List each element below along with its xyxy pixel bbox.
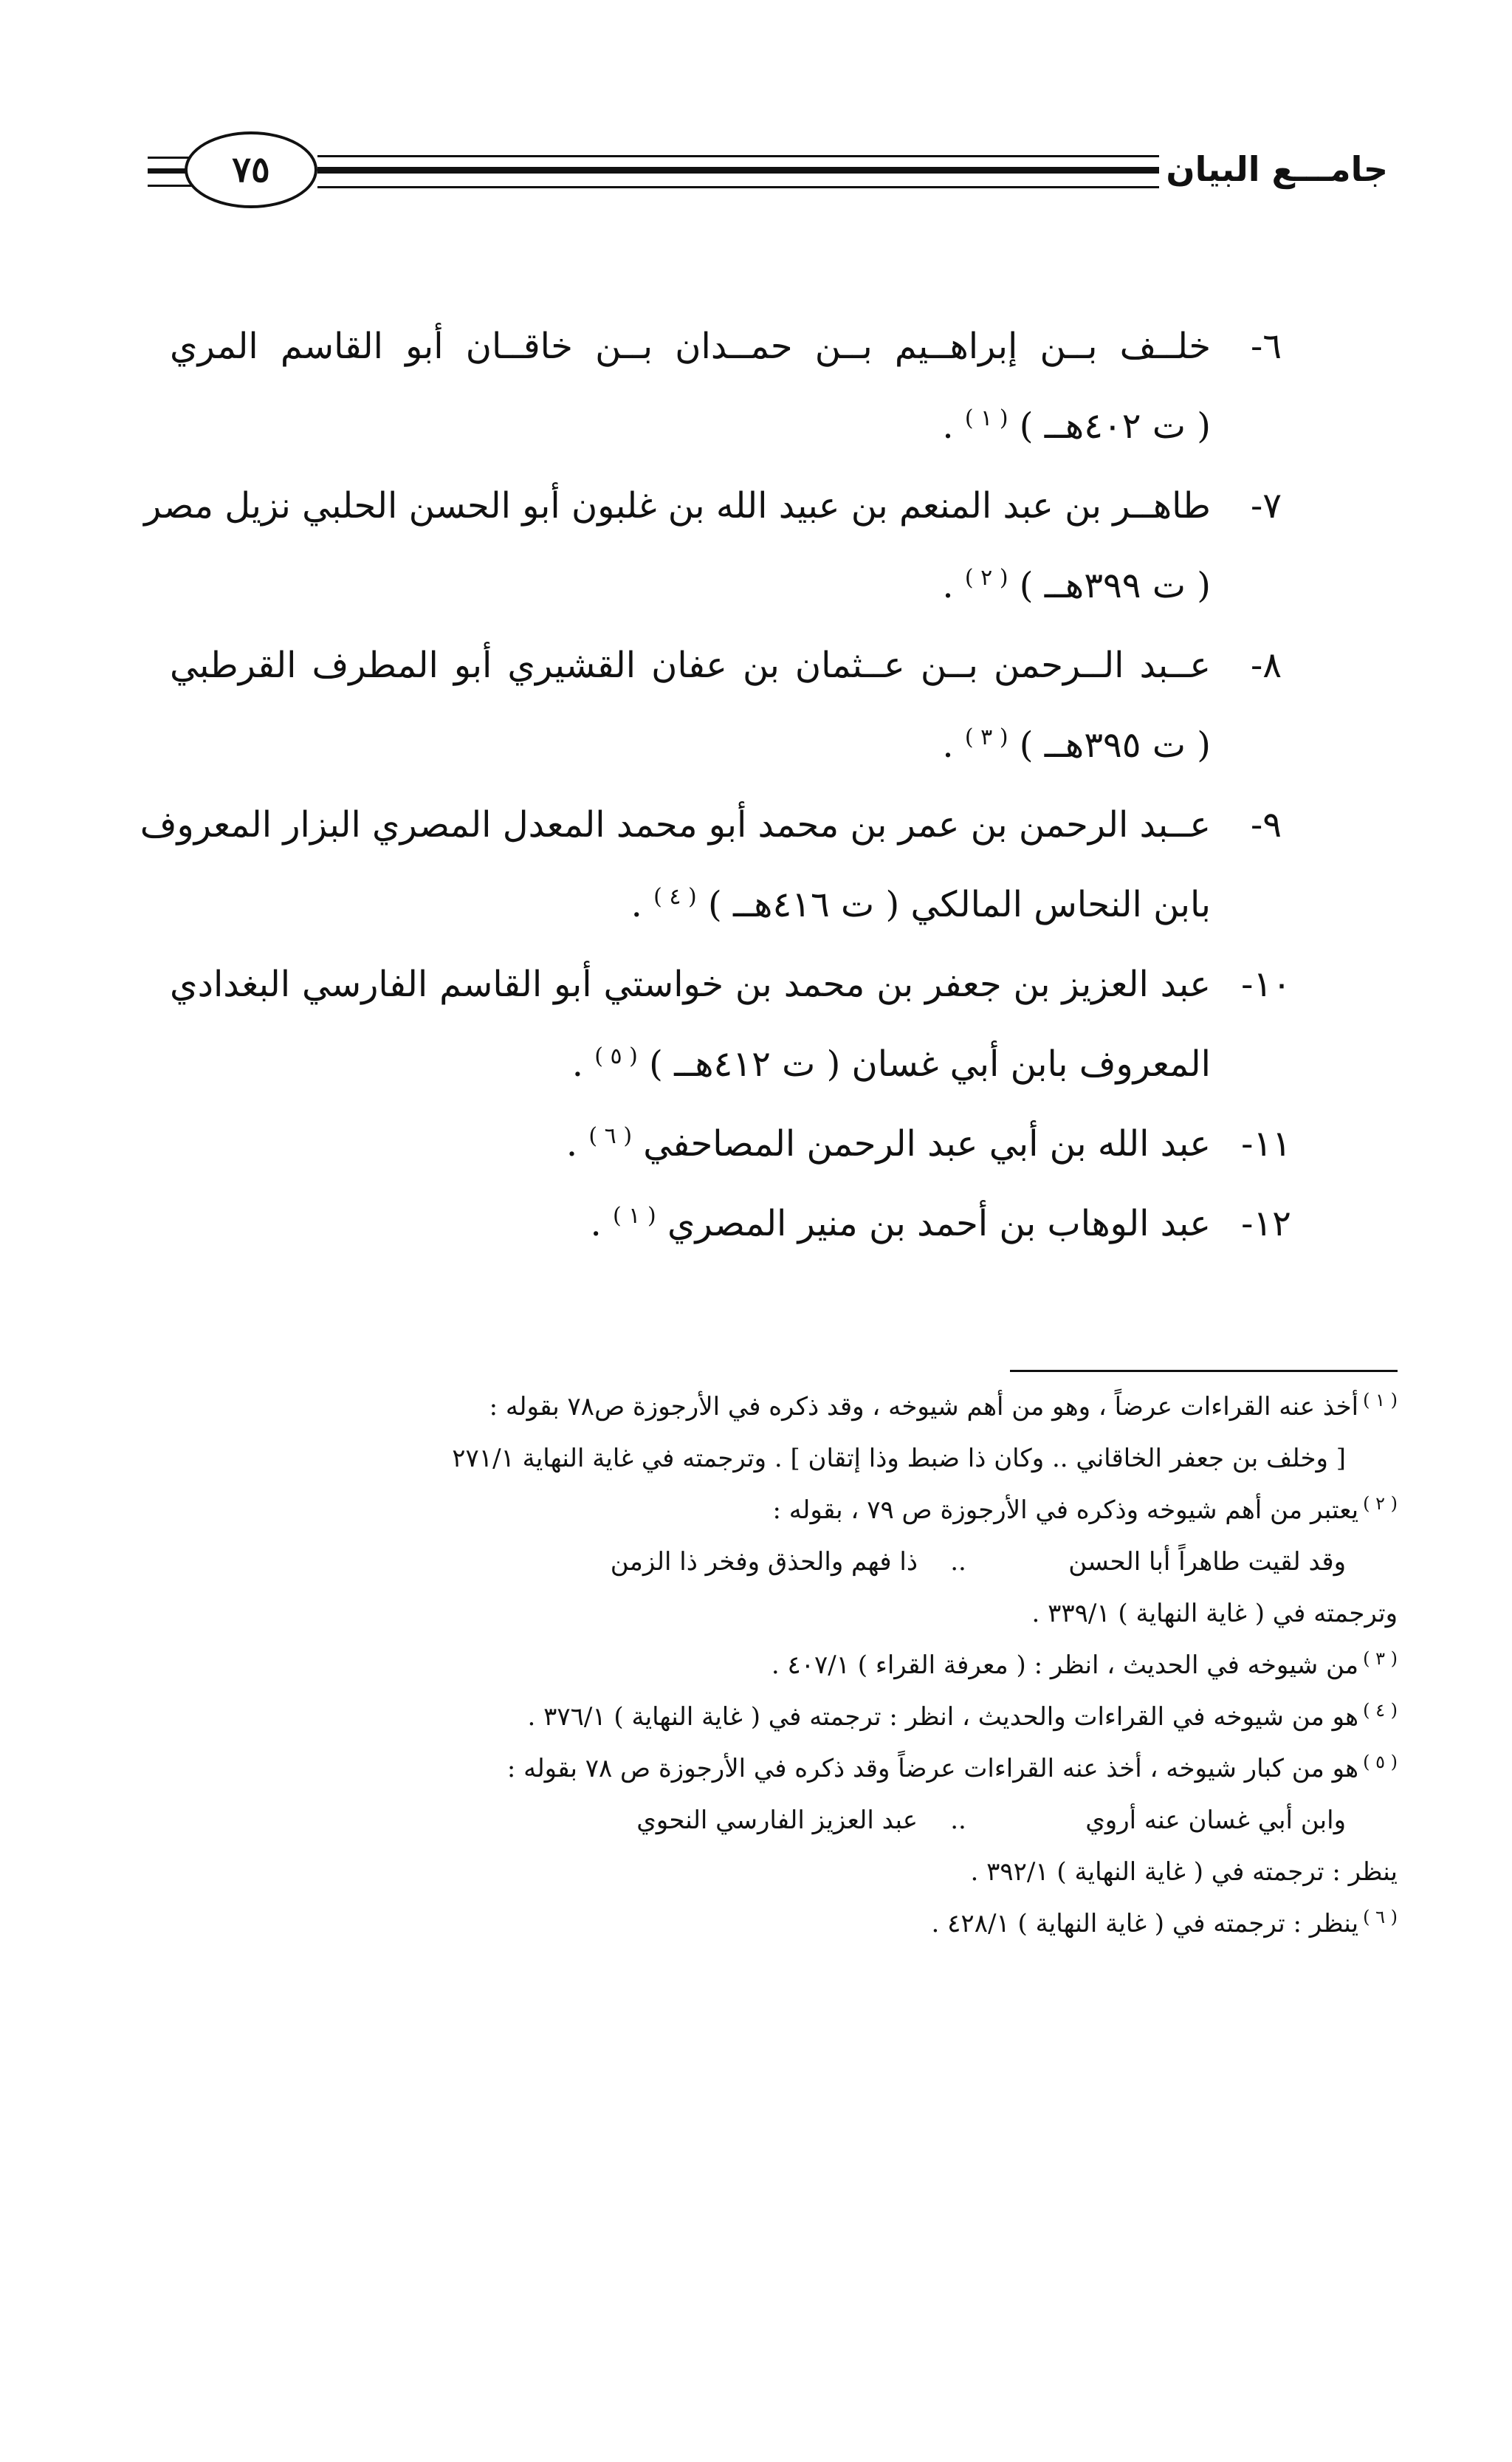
page-number-badge bbox=[185, 131, 317, 208]
header-rule bbox=[148, 185, 192, 187]
list-item bbox=[170, 625, 1282, 785]
item-text-cont: المعروف بابن أبي غسان ( ت ٤١٢هــ ) $^{( ٥ )}$ . bbox=[571, 1043, 1211, 1085]
footnote-text: هو من كبار شيوخه ، أخذ عنه القراءات عرضاً وقد ذكره في الأرجوزة ص ٧٨ بقوله : bbox=[506, 1754, 1359, 1783]
item-number: ٧- bbox=[1251, 485, 1282, 527]
footnote-text: يعتبر من أهم شيوخه وذكره في الأرجوزة ص ٧٩ ، بقوله : bbox=[772, 1495, 1359, 1525]
footnote-4 bbox=[128, 1691, 1398, 1743]
footnote-separator bbox=[1010, 1370, 1398, 1372]
page-header bbox=[148, 118, 1388, 222]
item-text-cont: ( ت ٤٠٢هــ ) $^{( ١ )}$ . bbox=[942, 405, 1211, 447]
footnote-text: ينظر : ترجمته في ( غاية النهاية ) ٤٢٨/١ . bbox=[931, 1909, 1359, 1938]
footnote-3 bbox=[128, 1639, 1398, 1691]
header-rule bbox=[317, 186, 1159, 188]
header-rule bbox=[148, 157, 192, 159]
footnote-mark: ( ٤ ) bbox=[1363, 1699, 1398, 1721]
list-item bbox=[144, 466, 1282, 625]
footnote-5-cont: ينظر : ترجمته في ( غاية النهاية ) ٣٩٢/١ . bbox=[970, 1857, 1398, 1887]
item-text-cont: ( ت ٣٩٥هــ ) $^{( ٣ )}$ . bbox=[942, 724, 1211, 766]
footnote-2 bbox=[128, 1484, 1398, 1536]
item-number: ١٢- bbox=[1241, 1203, 1291, 1244]
item-text-main: عبد الوهاب بن أحمد بن منير المصري bbox=[667, 1203, 1211, 1244]
footnote-ref: ( ١ ) bbox=[613, 1203, 656, 1229]
item-date: ( ت ٤٠٢هــ ) bbox=[1019, 405, 1211, 447]
verse-separator: .. bbox=[950, 1806, 966, 1835]
footnote-ref: ( ٤ ) bbox=[653, 884, 697, 910]
verse-hemistich: وقد لقيت طاهراً أبا الحسن bbox=[1068, 1547, 1346, 1577]
footnote-5-verse bbox=[128, 1794, 1398, 1846]
footnote-ref: ( ٣ ) bbox=[964, 724, 1008, 750]
footnote-mark: ( ٦ ) bbox=[1363, 1906, 1398, 1927]
item-text-cont: ( ت ٣٩٩هــ ) $^{( ٢ )}$ . bbox=[942, 565, 1211, 606]
item-text-tail: بابن النحاس المالكي ( ت ٤١٦هــ ) bbox=[708, 884, 1211, 925]
item-text-tail: المعروف بابن أبي غسان ( ت ٤١٢هــ ) bbox=[649, 1043, 1211, 1085]
list-item bbox=[140, 785, 1282, 944]
item-text: خلــف بــن إبراهــيم بــن حمــدان بــن خاقــان أبو القاسم المري bbox=[170, 326, 1211, 367]
teachers-list bbox=[140, 306, 1291, 1263]
item-number: ١٠- bbox=[1241, 964, 1291, 1005]
item-number: ١١- bbox=[1241, 1123, 1291, 1165]
footnotes bbox=[128, 1381, 1398, 1950]
footnote-mark: ( ٢ ) bbox=[1363, 1492, 1398, 1514]
verse-hemistich: وابن أبي غسان عنه أروي bbox=[1085, 1806, 1346, 1835]
item-text: عبد الله بن أبي عبد الرحمن المصاحفي $^{( ٦ )}$ . bbox=[566, 1123, 1211, 1165]
item-number: ٩- bbox=[1251, 804, 1282, 846]
item-text-main: عبد الله بن أبي عبد الرحمن المصاحفي bbox=[643, 1123, 1211, 1165]
header-rule bbox=[317, 155, 1159, 157]
verse-hemistich: ذا فهم والحذق وفخر ذا الزمن bbox=[610, 1547, 918, 1577]
footnote-mark: ( ٣ ) bbox=[1363, 1647, 1398, 1669]
footnote-text: أخذ عنه القراءات عرضاً ، وهو من أهم شيوخه ، وقد ذكره في الأرجوزة ص٧٨ بقوله : bbox=[489, 1392, 1359, 1422]
footnote-ref: ( ٥ ) bbox=[594, 1043, 638, 1069]
list-item bbox=[170, 1184, 1291, 1263]
item-text: عبد العزيز بن جعفر بن محمد بن خواستي أبو القاسم الفارسي البغدادي bbox=[170, 964, 1211, 1005]
footnote-1-cont: [ وخلف بن جعفر الخاقاني .. وكان ذا ضبط وذا إتقان ] . وترجمته في غاية النهاية ٢٧١/١ bbox=[452, 1444, 1346, 1473]
item-text: عــبد الرحمن بن عمر بن محمد أبو محمد المعدل المصري البزار المعروف bbox=[140, 804, 1211, 846]
item-number: ٨- bbox=[1251, 645, 1282, 686]
item-number: ٦- bbox=[1251, 326, 1282, 367]
footnote-text: من شيوخه في الحديث ، انظر : ( معرفة القراء ) ٤٠٧/١ . bbox=[771, 1650, 1359, 1680]
footnote-mark: ( ١ ) bbox=[1363, 1389, 1398, 1410]
list-item bbox=[170, 306, 1282, 466]
footnote-2-verse bbox=[128, 1536, 1398, 1588]
footnote-mark: ( ٥ ) bbox=[1363, 1751, 1398, 1772]
footnote-1 bbox=[128, 1381, 1398, 1433]
verse-hemistich: عبد العزيز الفارسي النحوي bbox=[636, 1806, 918, 1835]
page-number: ٧٥ bbox=[232, 149, 270, 191]
footnote-2-cont: وترجمته في ( غاية النهاية ) ٣٣٩/١ . bbox=[1031, 1599, 1398, 1628]
header-rule bbox=[317, 167, 1159, 174]
item-text: طاهــر بن عبد المنعم بن عبيد الله بن غلبون أبو الحسن الحلبي نزيل مصر bbox=[144, 485, 1211, 527]
book-title: جامـــع البيان bbox=[1166, 149, 1388, 189]
item-text-cont: بابن النحاس المالكي ( ت ٤١٦هــ ) $^{( ٤ )}$ . bbox=[630, 884, 1211, 925]
verse-separator: .. bbox=[950, 1547, 966, 1577]
footnote-ref: ( ١ ) bbox=[964, 405, 1008, 431]
item-text: عبد الوهاب بن أحمد بن منير المصري $^{( ١ )}$ . bbox=[590, 1203, 1211, 1244]
item-date: ( ت ٣٩٩هــ ) bbox=[1019, 565, 1211, 606]
footnote-text: هو من شيوخه في القراءات والحديث ، انظر : ترجمته في ( غاية النهاية ) ٣٧٦/١ . bbox=[527, 1702, 1359, 1732]
item-text: عــبد الــرحمن بــن عــثمان بن عفان القشيري أبو المطرف القرطبي bbox=[170, 645, 1211, 686]
footnote-6 bbox=[128, 1898, 1398, 1950]
item-date: ( ت ٣٩٥هــ ) bbox=[1019, 724, 1211, 766]
footnote-ref: ( ٢ ) bbox=[964, 565, 1008, 591]
footnote-ref: ( ٦ ) bbox=[588, 1123, 633, 1149]
footnote-5 bbox=[128, 1743, 1398, 1794]
list-item bbox=[170, 944, 1291, 1104]
list-item bbox=[170, 1104, 1291, 1184]
